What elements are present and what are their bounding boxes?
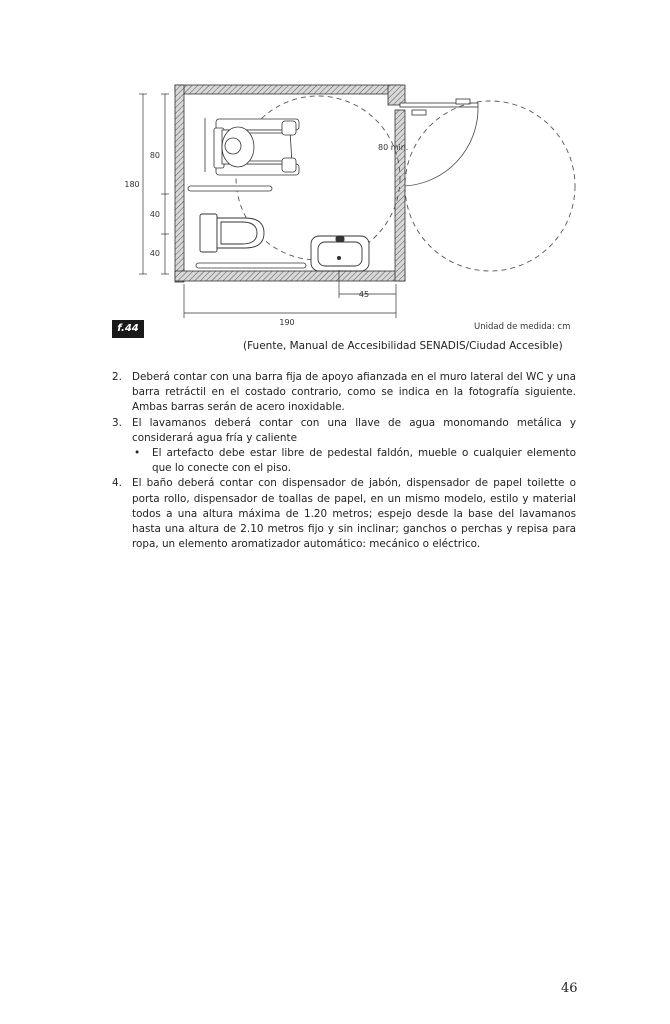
sub-list-item bbox=[112, 446, 576, 476]
item-number: 3. bbox=[112, 416, 122, 429]
item-text: El baño deberá contar con dispensador de jabón, dispensador de papel toilette o porta rollo, dispensador de toallas de papel, en un mismo modelo, estilo y material todos a una altura máxima de 1.20 metros; espejo desde la base del lavamanos hasta una altura de 2.10 metros fijo y sin inclinar; ganchos o perchas y repisa para ropa, un elemento aromatizador automático: mecánico o eléctrico. bbox=[132, 477, 576, 551]
dim-turning-circle: 80 min. bbox=[378, 143, 409, 152]
unit-note: Unidad de medida: cm bbox=[474, 322, 571, 332]
list-item bbox=[112, 476, 576, 552]
dim-seg-a: 40 bbox=[149, 210, 160, 219]
bathroom-floor-plan bbox=[0, 0, 670, 330]
dim-seg-b: 40 bbox=[149, 249, 160, 258]
dim-bar-height: 80 bbox=[149, 151, 160, 160]
item-number: 4. bbox=[112, 477, 122, 490]
grab-bar-floor bbox=[196, 263, 306, 268]
numbered-list bbox=[112, 370, 576, 552]
dim-sink-offset: 45 bbox=[358, 290, 370, 299]
item-text: Deberá contar con una barra fija de apoyo afianzada en el muro lateral del WC y una barra retráctil en el costado contrario, como se indica en la fotografía siguiente. Ambas barras serán de acero inoxidable. bbox=[132, 371, 576, 414]
sink-icon bbox=[311, 236, 369, 271]
grab-bar-fixed bbox=[188, 186, 272, 191]
door bbox=[400, 99, 478, 186]
wheelchair-user-icon bbox=[205, 118, 299, 175]
item-number: 2. bbox=[112, 371, 122, 383]
toilet-icon bbox=[200, 214, 264, 252]
list-item bbox=[112, 370, 576, 416]
item-text: El lavamanos deberá contar con una llave de agua monomando metálica y considerará agua fría y caliente bbox=[132, 416, 576, 444]
dim-total-width: 190 bbox=[279, 318, 295, 327]
figure-number-badge: f.44 bbox=[112, 320, 144, 338]
page-number: 46 bbox=[561, 981, 578, 996]
sub-item-text: El artefacto debe estar libre de pedestal faldón, mueble o cualquier elemento que lo conecte con el piso. bbox=[152, 447, 576, 475]
figure-source: (Fuente, Manual de Accesibilidad SENADIS/Ciudad Accesible) bbox=[243, 340, 563, 352]
dim-total-height: 180 bbox=[124, 180, 140, 189]
turning-circle-exterior bbox=[405, 101, 575, 271]
bullet-icon: • bbox=[134, 447, 141, 460]
list-item bbox=[112, 416, 576, 446]
